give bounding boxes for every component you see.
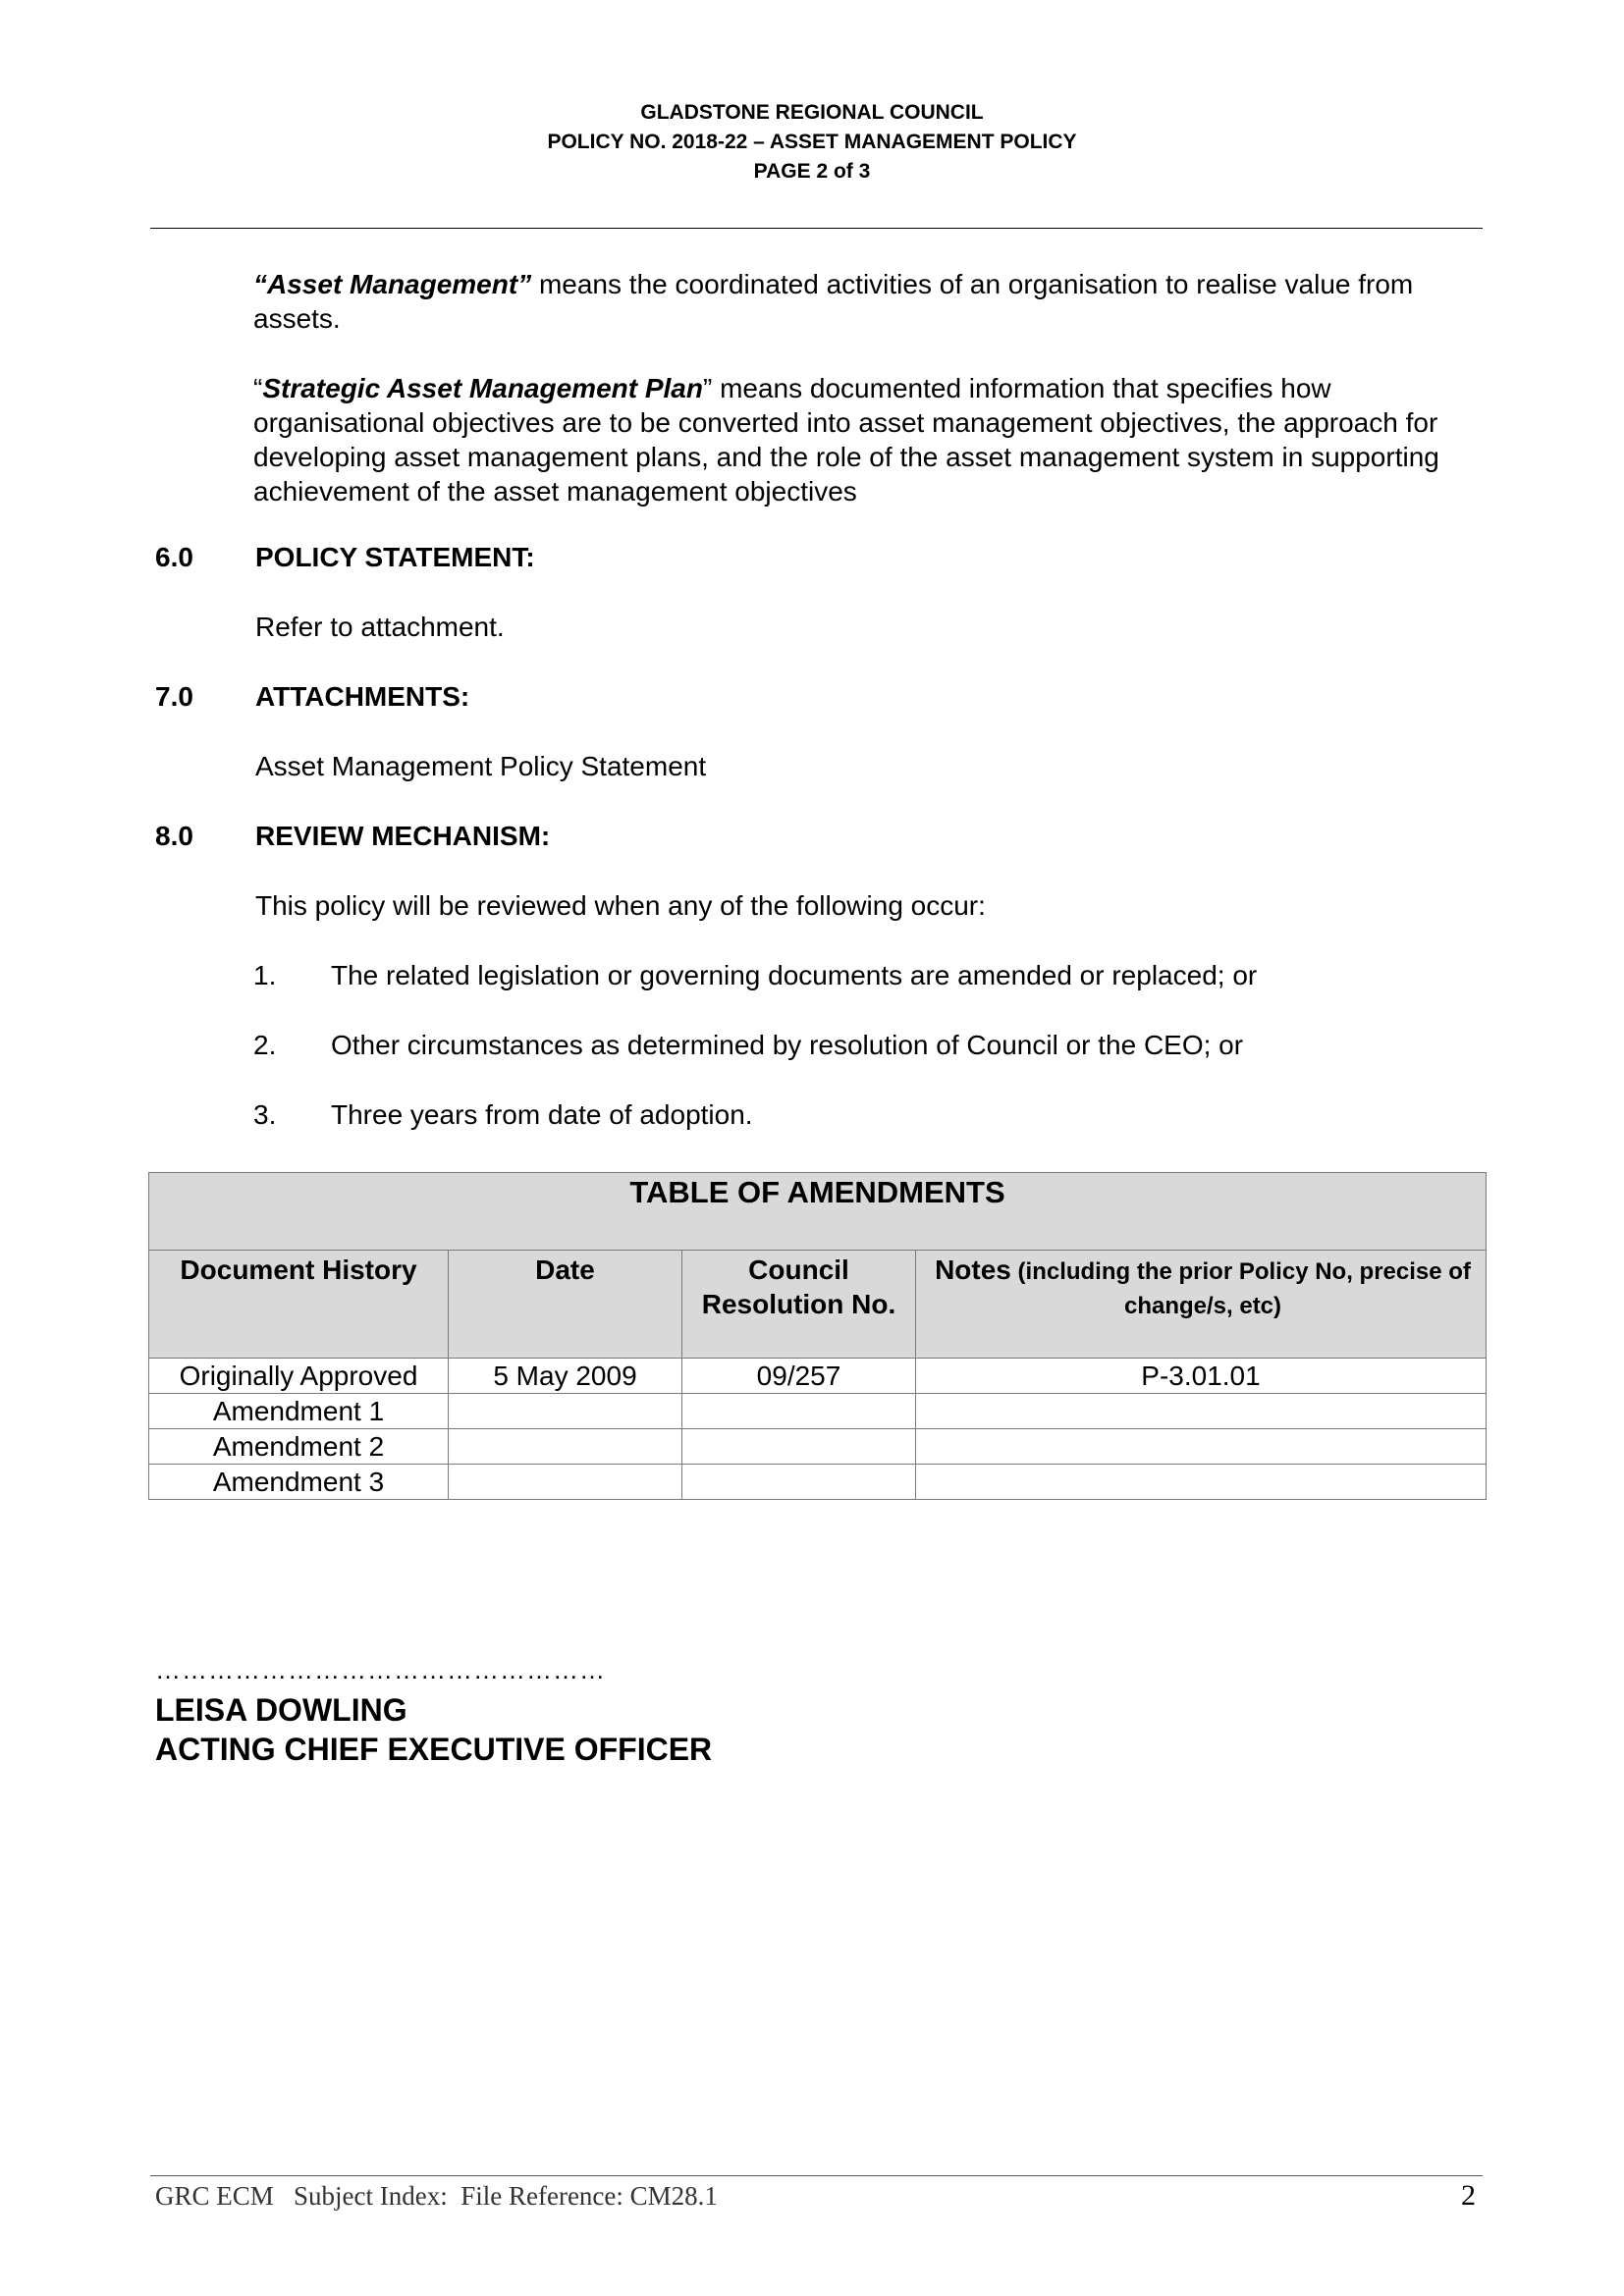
signatory-title: ACTING CHIEF EXECUTIVE OFFICER	[155, 1732, 713, 1767]
policy-statement-text: Refer to attachment.	[255, 612, 505, 642]
cell-document-history: Amendment 1	[149, 1394, 449, 1429]
table-row	[149, 1394, 1487, 1429]
cell-resolution	[682, 1394, 916, 1429]
review-item-number: 2.	[253, 1030, 277, 1060]
review-intro-text: This policy will be reviewed when any of the following occur:	[255, 890, 986, 921]
header-divider	[150, 228, 1483, 229]
column-header-notes-label: Notes	[935, 1255, 1011, 1285]
review-item-text: The related legislation or governing documents are amended or replaced; or	[331, 960, 1258, 990]
definition-term: Strategic Asset Management Plan	[262, 373, 703, 403]
section-title-review: REVIEW MECHANISM:	[255, 821, 551, 851]
amendments-table-header-row	[149, 1251, 1487, 1359]
definition-text: means documented information that specifies how organisational objectives are to be converted into asset management objectives, the approach for developing asset management plans, and the role of the asset management system in supporting achievement of the asset management objectives	[253, 373, 1439, 507]
section-title-policy-statement: POLICY STATEMENT:	[255, 542, 535, 572]
definition-open-quote: “	[253, 269, 267, 299]
cell-document-history: Amendment 2	[149, 1429, 449, 1465]
amendments-table	[148, 1172, 1487, 1500]
amendments-table-title-row	[149, 1173, 1487, 1251]
section-number-policy-statement: 6.0	[155, 542, 193, 572]
table-row	[149, 1465, 1487, 1500]
column-header-resolution	[682, 1251, 916, 1359]
table-row	[149, 1359, 1487, 1394]
review-item-text: Three years from date of adoption.	[331, 1099, 753, 1130]
cell-date: 5 May 2009	[449, 1359, 682, 1394]
column-header-notes	[916, 1251, 1487, 1359]
cell-date	[449, 1394, 682, 1429]
cell-document-history: Originally Approved	[149, 1359, 449, 1394]
definition-close-quote: ”	[702, 373, 713, 403]
definition-asset-management	[253, 267, 1486, 336]
footer-reference: GRC ECM Subject Index: File Reference: CM28.1	[155, 2181, 718, 2211]
section-number-attachments: 7.0	[155, 681, 193, 712]
cell-date	[449, 1465, 682, 1500]
column-header-document-history: Document History	[149, 1251, 449, 1359]
attachments-text: Asset Management Policy Statement	[255, 751, 707, 781]
footer-page-number: 2	[1461, 2179, 1476, 2212]
signature-line: ……………………………………………	[155, 1655, 606, 1684]
footer-divider	[150, 2175, 1483, 2176]
section-title-attachments: ATTACHMENTS:	[255, 681, 470, 712]
cell-date	[449, 1429, 682, 1465]
cell-resolution	[682, 1465, 916, 1500]
cell-notes	[916, 1429, 1487, 1465]
cell-notes	[916, 1394, 1487, 1429]
definition-text: means the coordinated activities of an organisation to realise value from assets.	[253, 269, 1414, 334]
definition-open-quote: “	[253, 373, 263, 403]
cell-resolution: 09/257	[682, 1359, 916, 1394]
review-item-number: 1.	[253, 960, 277, 990]
review-item-number: 3.	[253, 1099, 277, 1130]
cell-document-history: Amendment 3	[149, 1465, 449, 1500]
column-header-date: Date	[449, 1251, 682, 1359]
amendments-table-title: TABLE OF AMENDMENTS	[149, 1173, 1487, 1251]
table-row	[149, 1429, 1487, 1465]
cell-resolution	[682, 1429, 916, 1465]
section-number-review: 8.0	[155, 821, 193, 851]
cell-notes	[916, 1465, 1487, 1500]
definition-close-quote: ”	[517, 269, 532, 299]
header-page-indicator: PAGE 2 of 3	[753, 160, 871, 183]
signatory-name: LEISA DOWLING	[155, 1692, 407, 1728]
definition-strategic-plan	[253, 371, 1486, 508]
definition-term: Asset Management	[267, 269, 518, 299]
column-header-notes-detail: (including the prior Policy No, precise of change/s, etc)	[1010, 1258, 1471, 1319]
page-header	[0, 98, 1624, 187]
header-council-name: GLADSTONE REGIONAL COUNCIL	[640, 101, 984, 124]
column-header-resolution-label: Council Resolution No.	[701, 1255, 896, 1319]
review-item-text: Other circumstances as determined by resolution of Council or the CEO; or	[331, 1030, 1244, 1060]
cell-notes: P-3.01.01	[916, 1359, 1487, 1394]
header-policy-number: POLICY NO. 2018-22 – ASSET MANAGEMENT POLICY	[547, 131, 1077, 153]
